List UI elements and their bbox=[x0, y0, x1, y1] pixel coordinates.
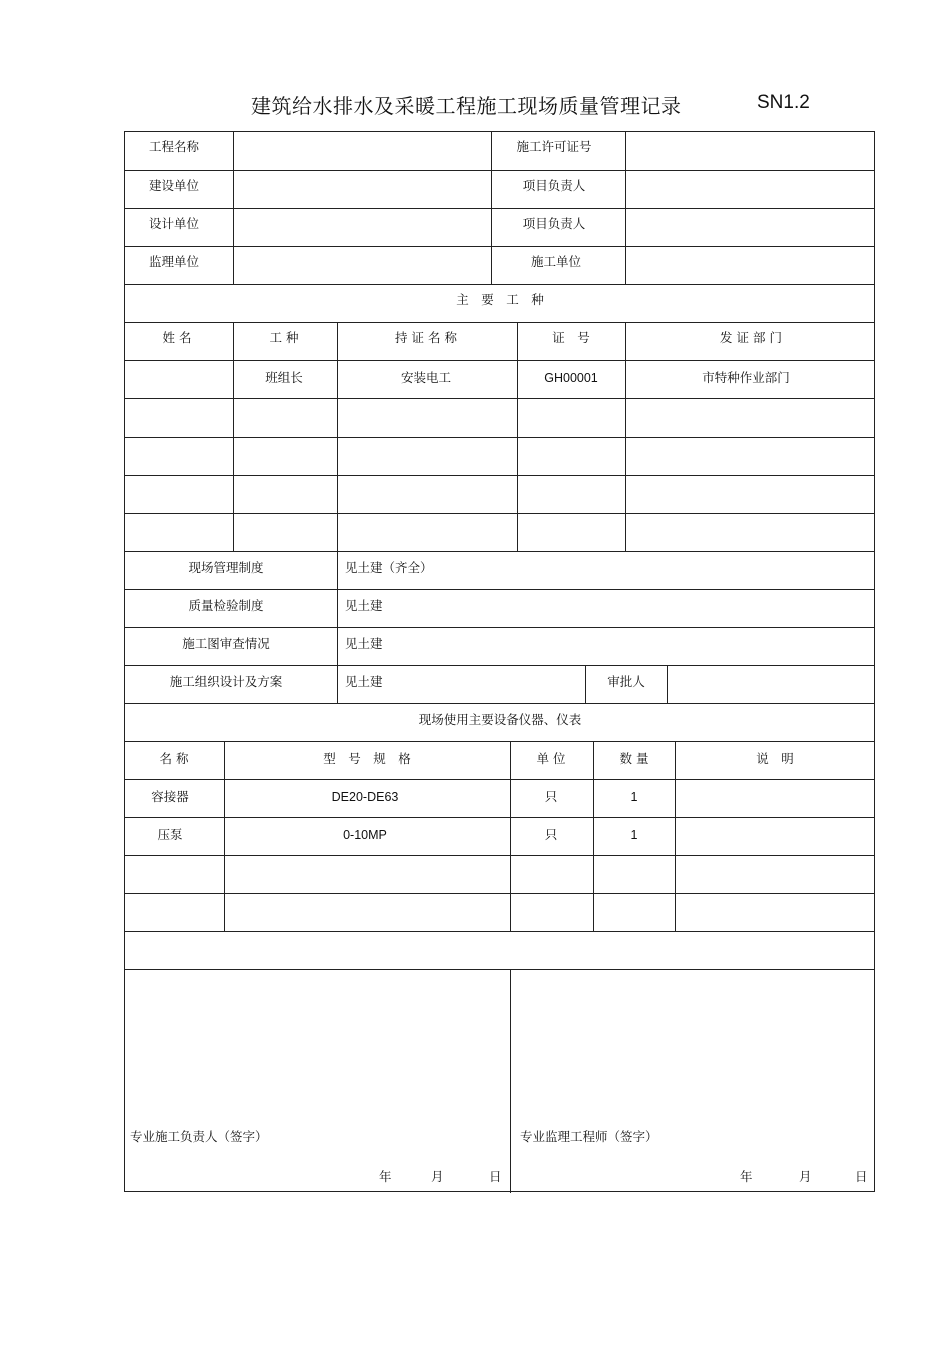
record-table bbox=[124, 131, 875, 1192]
equipment-name-cell: 容接器 bbox=[151, 789, 189, 804]
workers-section-title: 主 要 工 种 bbox=[456, 292, 544, 307]
signature-contractor-label: 专业施工负责人（签字） bbox=[130, 1129, 268, 1144]
col-certificate-name: 持 证 名 称 bbox=[395, 330, 457, 345]
col-issuing-dept: 发 证 部 门 bbox=[720, 330, 782, 345]
col-equipment-name: 名 称 bbox=[159, 751, 189, 766]
form-code: SN1.2 bbox=[757, 92, 810, 113]
equipment-section-title: 现场使用主要设备仪器、仪表 bbox=[418, 712, 582, 727]
label-project-manager-2: 项目负责人 bbox=[522, 216, 586, 231]
equipment-spec-cell: DE20-DE63 bbox=[331, 790, 399, 804]
date-day: 日 bbox=[855, 1169, 868, 1184]
label-contractor: 施工单位 bbox=[530, 254, 582, 269]
worker-certificate-no-cell: GH00001 bbox=[544, 371, 598, 385]
col-model-spec: 型 号 规 格 bbox=[323, 751, 411, 766]
label-project-manager: 项目负责人 bbox=[522, 178, 586, 193]
col-worker-name: 姓 名 bbox=[162, 330, 192, 345]
label-construction-plan: 施工组织设计及方案 bbox=[169, 674, 283, 689]
label-permit-no: 施工许可证号 bbox=[516, 139, 592, 154]
date-month: 月 bbox=[431, 1169, 444, 1184]
label-project-name: 工程名称 bbox=[148, 139, 200, 154]
equipment-qty-cell: 1 bbox=[630, 790, 638, 804]
equipment-name-cell: 压泵 bbox=[157, 827, 183, 842]
label-builder: 建设单位 bbox=[148, 178, 200, 193]
equipment-unit-cell: 只 bbox=[544, 789, 558, 804]
col-unit: 单 位 bbox=[536, 751, 566, 766]
label-quality-system: 质量检验制度 bbox=[188, 598, 264, 613]
col-quantity: 数 量 bbox=[619, 751, 649, 766]
value-drawing-review: 见土建 bbox=[345, 636, 383, 651]
equipment-spec-cell: 0-10MP bbox=[343, 828, 387, 842]
col-certificate-no: 证 号 bbox=[552, 330, 590, 345]
date-year: 年 bbox=[740, 1169, 753, 1184]
equipment-qty-cell: 1 bbox=[630, 828, 638, 842]
date-month: 月 bbox=[799, 1169, 812, 1184]
label-designer: 设计单位 bbox=[148, 216, 200, 231]
date-day: 日 bbox=[489, 1169, 502, 1184]
date-year: 年 bbox=[379, 1169, 392, 1184]
worker-dept-cell: 市特种作业部门 bbox=[702, 370, 790, 385]
worker-type-cell: 班组长 bbox=[265, 370, 303, 385]
label-drawing-review: 施工图审查情况 bbox=[182, 636, 270, 651]
value-construction-plan: 见土建 bbox=[345, 674, 383, 689]
label-approver: 审批人 bbox=[607, 674, 645, 689]
col-work-type: 工 种 bbox=[269, 330, 299, 345]
value-site-rules: 见土建（齐全） bbox=[345, 560, 433, 575]
document-title: 建筑给水排水及采暖工程施工现场质量管理记录 bbox=[251, 94, 682, 118]
col-remarks: 说 明 bbox=[756, 751, 794, 766]
value-quality-system: 见土建 bbox=[345, 598, 383, 613]
label-supervisor: 监理单位 bbox=[148, 254, 200, 269]
label-site-rules: 现场管理制度 bbox=[188, 560, 264, 575]
signature-supervisor-label: 专业监理工程师（签字） bbox=[520, 1129, 658, 1144]
equipment-unit-cell: 只 bbox=[544, 827, 558, 842]
worker-certificate-cell: 安装电工 bbox=[400, 370, 452, 385]
